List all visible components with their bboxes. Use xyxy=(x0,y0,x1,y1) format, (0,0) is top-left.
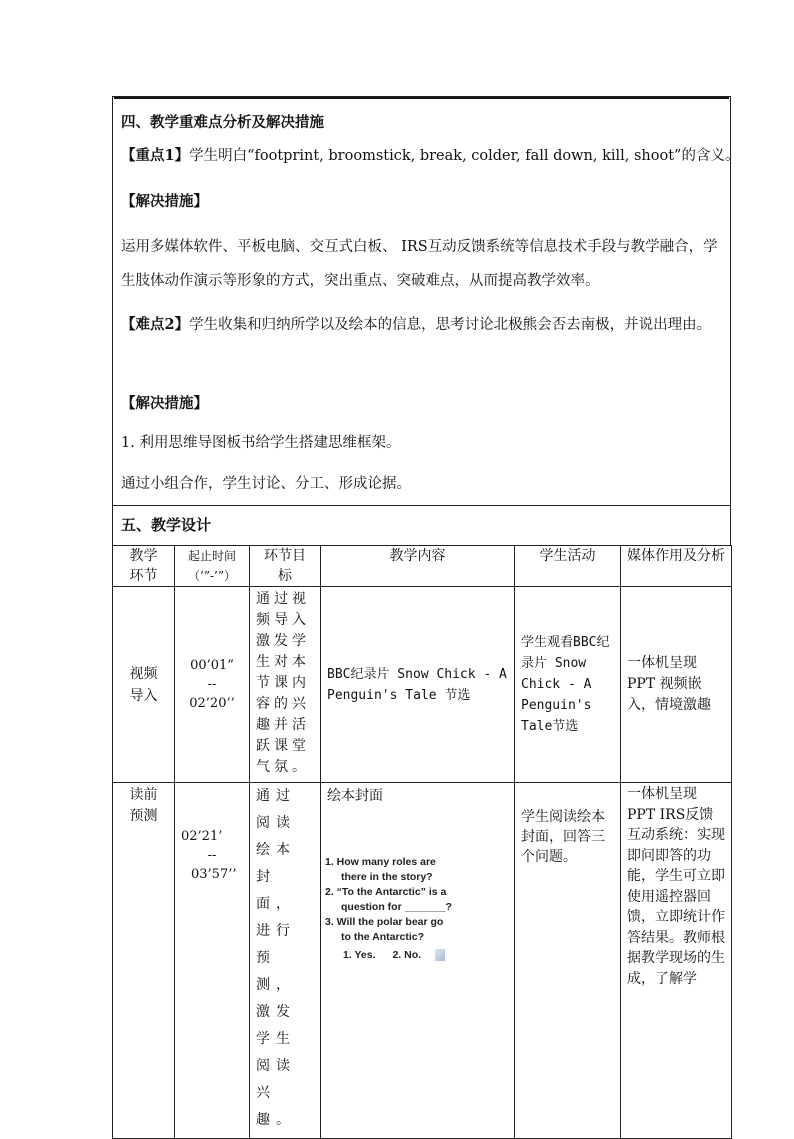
solution-label-2: 【解决措施】 xyxy=(121,395,208,412)
row1-time: 00’01” -- 02’20’’ xyxy=(175,587,250,783)
table-header-row xyxy=(113,546,732,587)
difficulty-text: 学生收集和归纳所学以及绘本的信息，思考讨论北极熊会否去南极，并说出理由。 xyxy=(189,317,712,333)
solution-text-1: 运用多媒体软件、平板电脑、交互式白板、 IRS互动反馈系统等信息技术手段与教学融合，学生肢体动作演示等形象的方式，突出重点、突破难点，从而提高教学效率。 xyxy=(121,239,718,289)
header-stage: 教学环节 xyxy=(113,546,175,587)
section-5-box xyxy=(112,505,731,546)
section-5-title: 五、教学设计 xyxy=(121,516,212,534)
solution-item-2: 通过小组合作，学生讨论、分工、形成论据。 xyxy=(121,476,411,492)
header-content: 教学内容 xyxy=(321,546,515,587)
row2-media: 一体机呈现PPT IRS反馈互动系统：实现即问即答的功能，学生可立即使用遥控器回馈，立即统计作答结果。教师根据教学现场的生成，了解学 xyxy=(621,783,732,1139)
row2-content: 绘本封面 1. How many roles are there in the story? 2. “To the Antarctic” is a question for _______? 3. Will the polar bear go to the Antarctic? 1. Yes. 2. No. xyxy=(321,783,515,1139)
header-time: 起止时间（’”-’”） xyxy=(175,546,250,587)
teaching-design-table xyxy=(112,545,732,1139)
difficulty-2 xyxy=(121,308,724,342)
answer-yes: 1. Yes. xyxy=(343,949,376,961)
header-activity: 学生活动 xyxy=(515,546,621,587)
answer-no: 2. No. xyxy=(392,949,422,961)
row2-goal: 通过阅读绘本封面，进行预测，激发学生阅读兴趣。 xyxy=(250,783,321,1139)
key-point-text: 学生明白“footprint, broomstick, break, colder, fall down, kill, shoot”的含义。 xyxy=(189,148,740,164)
row1-activity: 学生观看BBC纪录片 Snow Chick - A Penguin's Tale节选 xyxy=(515,587,621,783)
row2-stage: 读前预测 xyxy=(113,783,175,1139)
table-row xyxy=(113,587,732,783)
decoration-shape xyxy=(435,949,445,961)
solution-item-1: 1. 利用思维导图板书给学生搭建思维框架。 xyxy=(121,435,401,451)
header-goal: 环节目标 xyxy=(250,546,321,587)
section-4-title: 四、教学重难点分析及解决措施 xyxy=(121,114,324,131)
row1-stage: 视频导入 xyxy=(113,587,175,783)
key-point-1 xyxy=(121,146,740,166)
row1-content: BBC纪录片 Snow Chick - A Penguin's Tale 节选 xyxy=(321,587,515,783)
row1-media: 一体机呈现PPT 视频嵌入，情境激趣 xyxy=(621,587,732,783)
solution-label-1: 【解决措施】 xyxy=(121,193,208,210)
table-row xyxy=(113,783,732,1139)
section-4-box xyxy=(112,96,740,506)
row1-goal: 通过视频导入激发学生对本节课内容的兴趣并活跃课堂气氛。 xyxy=(250,587,321,783)
key-point-label: 【重点1】 xyxy=(121,147,190,164)
row2-time: 02’21’ -- 03’57’’ xyxy=(175,783,250,1139)
row2-activity: 学生阅读绘本封面，回答三个问题。 xyxy=(515,783,621,1139)
difficulty-label: 【难点2】 xyxy=(121,316,190,333)
header-media: 媒体作用及分析 xyxy=(621,546,732,587)
cover-questions-image: 1. How many roles are there in the story? 2. “To the Antarctic” is a question for _______? 3. Will the polar bear go to the Antarctic? 1. Yes. 2. No. xyxy=(325,856,452,961)
top-border-line xyxy=(114,97,729,99)
